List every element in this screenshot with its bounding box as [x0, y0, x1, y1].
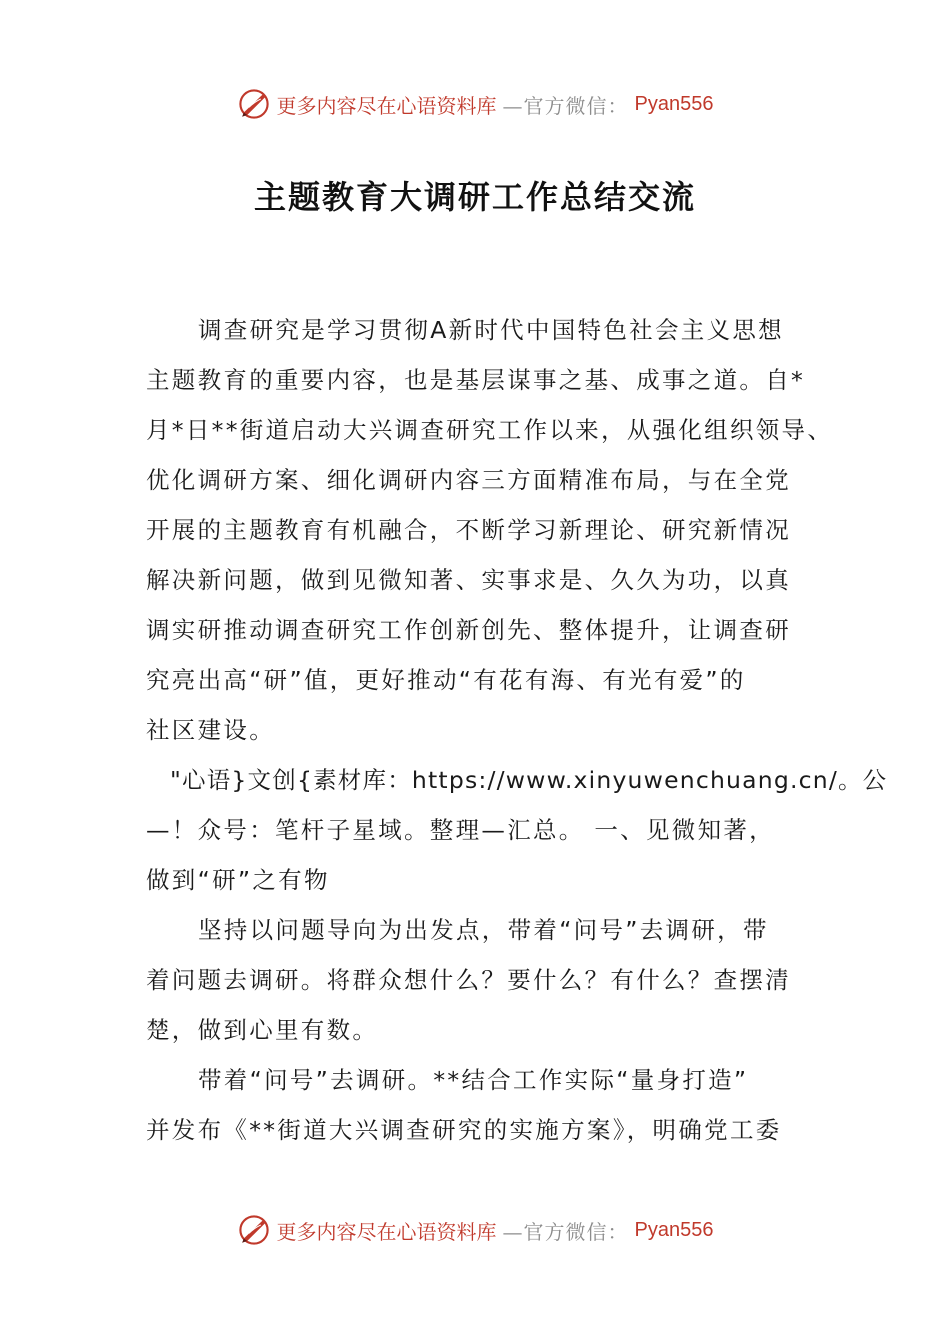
- footer-watermark: [0, 1210, 950, 1250]
- source-note-line: —！众号：笔杆子星域。整理—汇总。 一、见微知著，: [146, 816, 775, 844]
- paragraph-line: 开展的主题教育有机融合，不断学习新理论、研究新情况: [146, 516, 791, 544]
- pen-logo-icon: [237, 1213, 271, 1247]
- paragraph-line: 主题教育的重要内容，也是基层谋事之基、成事之道。自*: [146, 366, 806, 394]
- watermark-account-id: Pyan556: [634, 1218, 714, 1241]
- watermark-official-text: —官方微信：: [502, 1219, 629, 1244]
- document-title: 主题教育大调研工作总结交流: [253, 178, 696, 216]
- header-watermark: [0, 84, 950, 124]
- paragraph-line: 解决新问题，做到见微知著、实事求是、久久为功，以真: [146, 566, 791, 594]
- watermark-account-id: Pyan556: [634, 92, 714, 115]
- section-heading-line: 做到“研”之有物: [146, 866, 330, 894]
- paragraph-line: 楚，做到心里有数。: [146, 1016, 379, 1044]
- paragraph-line: 着问题去调研。将群众想什么？要什么？有什么？查摆清: [146, 966, 791, 994]
- pen-logo-icon: [237, 87, 271, 121]
- watermark-official-text: —官方微信：: [502, 93, 629, 118]
- paragraph-line: 究亮出高“研”值，更好推动“有花有海、有光有爱”的: [146, 666, 746, 694]
- paragraph-line: 并发布《**街道大兴调查研究的实施方案》，明确党工委: [146, 1116, 782, 1144]
- paragraph-line: 优化调研方案、细化调研内容三方面精准布局，与在全党: [146, 466, 791, 494]
- paragraph-line: 带着“问号”去调研。**结合工作实际“量身打造”: [198, 1066, 749, 1094]
- paragraph-line: 调查研究是学习贯彻A新时代中国特色社会主义思想: [198, 316, 784, 344]
- paragraph-line: 社区建设。: [146, 716, 275, 744]
- source-note-line: "心语}文创{素材库：https://www.xinyuwenchuang.cn/。公: [170, 766, 888, 794]
- watermark-brand-text: 更多内容尽在心语资料库: [276, 1219, 497, 1244]
- watermark-brand-text: 更多内容尽在心语资料库: [276, 93, 497, 118]
- paragraph-line: 坚持以问题导向为出发点，带着“问号”去调研，带: [198, 916, 769, 944]
- document-body: [146, 305, 888, 1155]
- paragraph-line: 月*日**街道启动大兴调查研究工作以来，从强化组织领导、: [146, 416, 834, 444]
- paragraph-line: 调实研推动调查研究工作创新创先、整体提升，让调查研: [146, 616, 791, 644]
